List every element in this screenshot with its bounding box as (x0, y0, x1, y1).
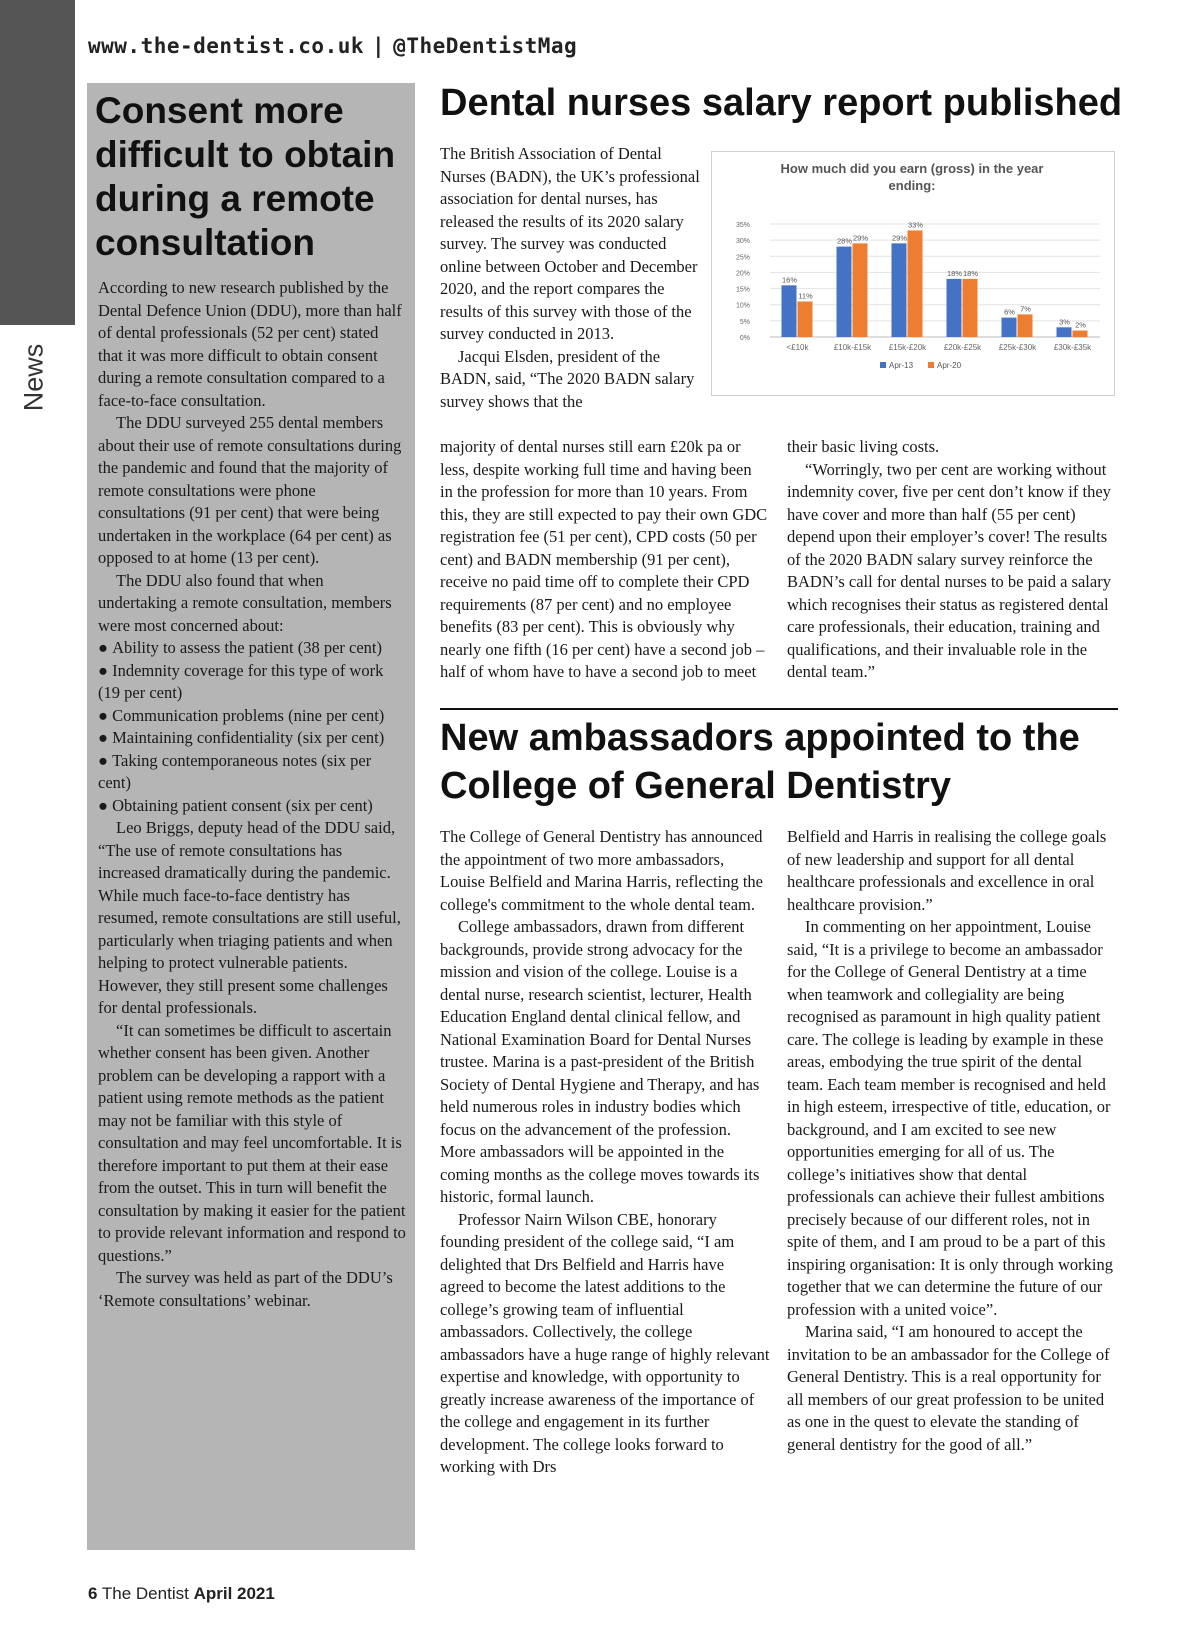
sidebar-paragraph: Leo Briggs, deputy head of the DDU said, “The use of remote consultations has increased dramatically during the pandemic. While much face-to-face dentistry has resumed, remote consultations are still useful, particularly when triaging patients and when helping to protect vulnerable patients. However, they still present some challenges for dental professionals. (98, 818, 401, 1017)
sidebar-bullet: ● Indemnity coverage for this type of work (19 per cent) (98, 660, 406, 705)
bar-data-label: 18% (962, 268, 979, 278)
bar-data-label: 33% (907, 220, 924, 230)
y-tick-label: 10% (735, 302, 750, 310)
bar-Apr-20 (963, 279, 978, 337)
bar-data-label: 3% (1059, 317, 1070, 327)
sidebar-paragraph: The DDU also found that when undertaking a remote consultation, members were most concerned about: (98, 570, 392, 635)
bar-data-label: 16% (781, 275, 798, 285)
article1-column2 (787, 436, 1117, 684)
site-header (88, 34, 577, 58)
article2-paragraph: Marina said, “I am honoured to accept the invitation to be an ambassador for the College of General Dentistry. This is a real opportunity for all members of our great profession to be united as one in the quest to elevate the standing of general dentistry for the good of all.” (787, 1322, 1110, 1454)
x-tick-label: <£10k (786, 343, 809, 352)
bar-Apr-13 (892, 243, 907, 337)
section-divider (440, 708, 1118, 710)
article2-column2 (787, 826, 1117, 1456)
x-tick-label: £10k-£15k (833, 343, 872, 352)
article1-column1-top (440, 143, 702, 413)
y-tick-label: 30% (735, 238, 750, 246)
page-number: 6 (88, 1584, 98, 1603)
article2-paragraph: In commenting on her appointment, Louise said, “It is a privilege to become an ambassador for the College of General Dentistry at a time when teamwork and collegiality are being recognised as paramount in high quality patient care. The college is leading by example in these areas, embodying the true spirit of the dental team. Each team member is recognised and held in high esteem, irrespective of title, education, or background, and I am excited to see new opportunities emerging for all of us. The college’s initiatives show that dental professionals can achieve their fullest ambitions precisely because of our different roles, not in spite of them, and I am proud to be a part of this inspiring organisation: It is only through working together that we can determine the future of our profession with a united voice”. (787, 917, 1114, 1319)
bar-data-label: 29% (852, 233, 869, 243)
sidebar-paragraph: The DDU surveyed 255 dental members about their use of remote consultations during the pandemic and found that the majority of remote consultations were phone consultations (91 per cent) that were being undertaken in the workplace (64 per cent) as opposed to at home (13 per cent). (98, 413, 402, 567)
legend-label: Apr-20 (937, 361, 962, 370)
article2-column1 (440, 826, 770, 1479)
bar-Apr-20 (853, 243, 868, 337)
x-tick-label: £30k-£35k (1053, 343, 1092, 352)
y-tick-label: 5% (739, 318, 750, 326)
bar-Apr-13 (837, 247, 852, 337)
x-tick-label: £15k-£20k (888, 343, 927, 352)
y-tick-label: 15% (735, 286, 750, 294)
bar-Apr-13 (1057, 327, 1072, 337)
article1-title: Dental nurses salary report published (440, 82, 1123, 124)
y-tick-label: 0% (739, 335, 750, 342)
chart-title-line: ending: (888, 178, 936, 193)
header-separator: | (372, 34, 386, 58)
bar-data-label: 11% (798, 291, 813, 301)
twitter-handle[interactable]: @TheDentistMag (393, 34, 578, 58)
bar-data-label: 6% (1004, 307, 1015, 317)
x-tick-label: £25k-£30k (998, 343, 1037, 352)
sidebar-bullet: ● Communication problems (nine per cent) (98, 705, 406, 728)
sidebar-bullet: ● Ability to assess the patient (38 per cent) (98, 637, 406, 660)
page-footer (88, 1584, 275, 1604)
bar-data-label: 29% (891, 233, 908, 243)
bar-Apr-13 (1002, 318, 1017, 337)
article2-paragraph: College ambassadors, drawn from different backgrounds, provide strong advocacy for the mission and vision of the college. Louise is a dental nurse, research scientist, lecturer, Health Education England dental clinical fellow, and National Examination Board for Dental Nurses trustee. Marina is a past-president of the British Society of Dental Hygiene and Therapy, and has held numerous roles in industry bodies which focus on the advancement of the profession. More ambassadors will be appointed in the coming months as the college moves towards its historic, formal launch. (440, 917, 760, 1206)
legend-label: Apr-13 (889, 361, 914, 370)
bar-data-label: 18% (946, 268, 963, 278)
chart-title-line: How much did you earn (gross) in the year (780, 161, 1044, 176)
sidebar-title: Consent more difficult to obtain during a remote consultation (95, 90, 396, 263)
section-label: News (18, 343, 49, 412)
bar-Apr-20 (798, 301, 813, 337)
bar-data-label: 7% (1020, 304, 1031, 314)
bar-data-label: 28% (836, 236, 853, 246)
sidebar-article (87, 83, 415, 1550)
sidebar-paragraph: According to new research published by the Dental Defence Union (DDU), more than half of dental professionals (52 per cent) stated that it was more difficult to obtain consent during a remote consultation compared to a face-to-face consultation. (98, 278, 402, 410)
article2-paragraph: Professor Nairn Wilson CBE, honorary founding president of the college said, “I am delighted that Drs Belfield and Harris have agreed to become the latest additions to the college’s growing team of influential ambassadors. Collectively, the college ambassadors have a huge range of highly relevant expertise and knowledge, with opportunity to greatly increase awareness of the importance of the college and engagement in its further development. The college looks forward to working with Drs (440, 1209, 770, 1476)
article1-paragraph: their basic living costs. (787, 437, 940, 456)
section-tab-bar (0, 0, 75, 325)
article2-paragraph: Belfield and Harris in realising the college goals of new leadership and support for all dental healthcare professionals and excellence in oral healthcare provision.” (787, 827, 1107, 914)
article1-paragraph: “Worringly, two per cent are working without indemnity cover, five per cent don’t know if they have cover and more than half (55 per cent) depend upon their employer’s cover! The results of the 2020 BADN salary survey reinforce the BADN’s call for dental nurses to be paid a salary which recognises their status as registered dental care professionals, their education, training and qualifications, and their invaluable role in the dental team.” (787, 459, 1111, 681)
article1-column1-bottom (440, 436, 768, 684)
legend-swatch (928, 362, 934, 368)
article2-title: New ambassadors appointed to the College of General Dentistry (440, 717, 1080, 807)
bar-Apr-20 (1073, 331, 1088, 337)
article1-paragraph: The British Association of Dental Nurses (BADN), the UK’s professional association for dental nurses, has released the results of its 2020 salary survey. The survey was conducted online between October and December 2020, and the report compares the results of this survey with those of the survey conducted in 2013. (440, 144, 700, 343)
x-tick-label: £20k-£25k (943, 343, 982, 352)
article1-paragraph: majority of dental nurses still earn £20k pa or less, despite working full time and having been in the profession for more than 10 years. From this, they are still expected to pay their own GDC registration fee (51 per cent), CPD costs (50 per cent) and BADN membership (91 per cent), receive no paid time off to complete their CPD requirements (87 per cent) and no employee benefits (83 per cent). This is obviously why nearly one fifth (16 per cent) have a second job – half of whom have to have a second job to meet (440, 437, 768, 681)
issue-date: April 2021 (193, 1584, 275, 1603)
bar-Apr-13 (947, 279, 962, 337)
bar-Apr-20 (1018, 314, 1033, 337)
bar-data-label: 2% (1075, 320, 1086, 330)
sidebar-paragraph: The survey was held as part of the DDU’s ‘Remote consultations’ webinar. (98, 1268, 393, 1310)
article2-paragraph: The College of General Dentistry has announced the appointment of two more ambassadors, Louise Belfield and Marina Harris, reflecting the college's commitment to the whole dental team. (440, 827, 764, 914)
publication-name: The Dentist (101, 1584, 189, 1603)
bar-Apr-13 (782, 285, 797, 337)
bar-Apr-20 (908, 230, 923, 337)
salary-chart (711, 151, 1115, 396)
sidebar-bullet: ● Maintaining confidentiality (six per cent) (98, 727, 406, 750)
legend-swatch (880, 362, 886, 368)
article1-paragraph: Jacqui Elsden, president of the BADN, said, “The 2020 BADN salary survey shows that the (440, 346, 695, 411)
sidebar-bullet: ● Obtaining patient consent (six per cent) (98, 795, 406, 818)
sidebar-body (98, 277, 406, 1312)
website-link[interactable]: www.the-dentist.co.uk (88, 34, 365, 58)
y-tick-label: 35% (735, 222, 750, 229)
y-tick-label: 25% (735, 254, 750, 262)
y-tick-label: 20% (735, 270, 750, 278)
sidebar-bullet: ● Taking contemporaneous notes (six per cent) (98, 750, 406, 795)
salary-chart-svg (712, 152, 1114, 395)
sidebar-paragraph: “It can sometimes be difficult to ascertain whether consent has been given. Another problem can be developing a rapport with a patient using remote methods as the patient may not be familiar with this style of consultation and may feel uncomfortable. It is therefore important to put them at their ease from the outset. This in turn will benefit the consultation by making it easier for the patient to provide relevant information and respond to questions.” (98, 1020, 406, 1265)
